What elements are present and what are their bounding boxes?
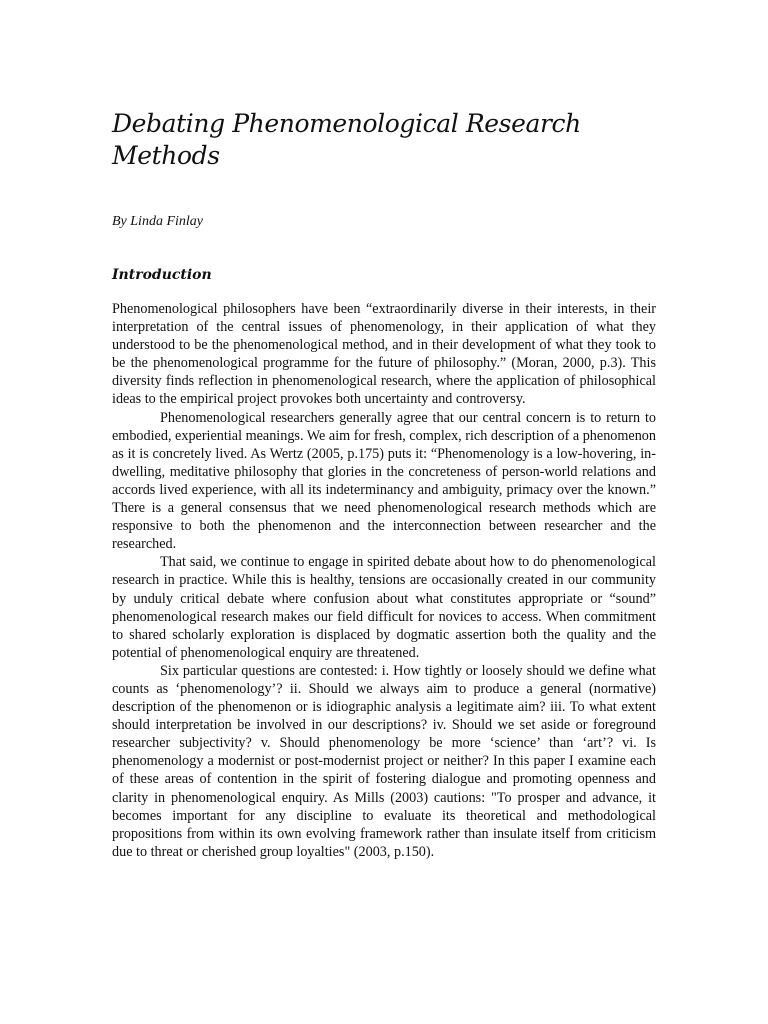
paragraph-3: That said, we continue to engage in spirited debate about how to do phenomenological research in practice. While this is healthy, tensions are occasionally created in our community by unduly critical debate where confusion about what constitutes appropriate or “sound” phenomenological research makes our field difficult for novices to access. When commitment to shared scholarly exploration is displaced by dogmatic assertion both the quality and the potential of phenomenological enquiry are threatened. (112, 554, 656, 661)
paragraph-1: Phenomenological philosophers have been “extraordinarily diverse in their interests, in their interpretation of the central issues of phenomenology, in their application of what they understood to be the phenomenological method, and in their development of what they took to be the phenomenological programme for the future of philosophy.” (Moran, 2000, p.3). This diversity finds reflection in phenomenological research, where the application of philosophical ideas to the empirical project provokes both uncertainty and controversy. (112, 301, 656, 408)
document-title: Debating Phenomenological Research Methods (112, 109, 581, 170)
introduction-body (112, 300, 656, 861)
section-heading-introduction: Introduction (112, 267, 212, 283)
author-byline: By Linda Finlay (112, 214, 203, 229)
paragraph-2: Phenomenological researchers generally agree that our central concern is to return to embodied, experiential meanings. We aim for fresh, complex, rich description of a phenomenon as it is concretely lived. As Wertz (2005, p.175) puts it: “Phenomenology is a low-hovering, in-dwelling, meditative philosophy that glories in the concreteness of person-world relations and accords lived experience, with all its indeterminancy and ambiguity, primacy over the known.” There is a general consensus that we need phenomenological research methods which are responsive to both the phenomenon and the interconnection between researcher and the researched. (112, 409, 656, 553)
paragraph-4: Six particular questions are contested: i. How tightly or loosely should we define what counts as ‘phenomenology’? ii. Should we always aim to produce a general (normative) description of the phenomenon or is idiographic analysis a legitimate aim? iii. To what extent should interpretation be involved in our descriptions? iv. Should we set aside or foreground researcher subjectivity? v. Should phenomenology be more ‘science’ than ‘art’? vi. Is phenomenology a modernist or post-modernist project or neither? In this paper I examine each of these areas of contention in the spirit of fostering dialogue and promoting openness and clarity in phenomenological enquiry. As Mills (2003) cautions: "To prosper and advance, it becomes important for any discipline to evaluate its theoretical and methodological propositions from within its own evolving framework rather than insulate itself from criticism due to threat or cherished group loyalties" (2003, p.150). (112, 662, 656, 860)
